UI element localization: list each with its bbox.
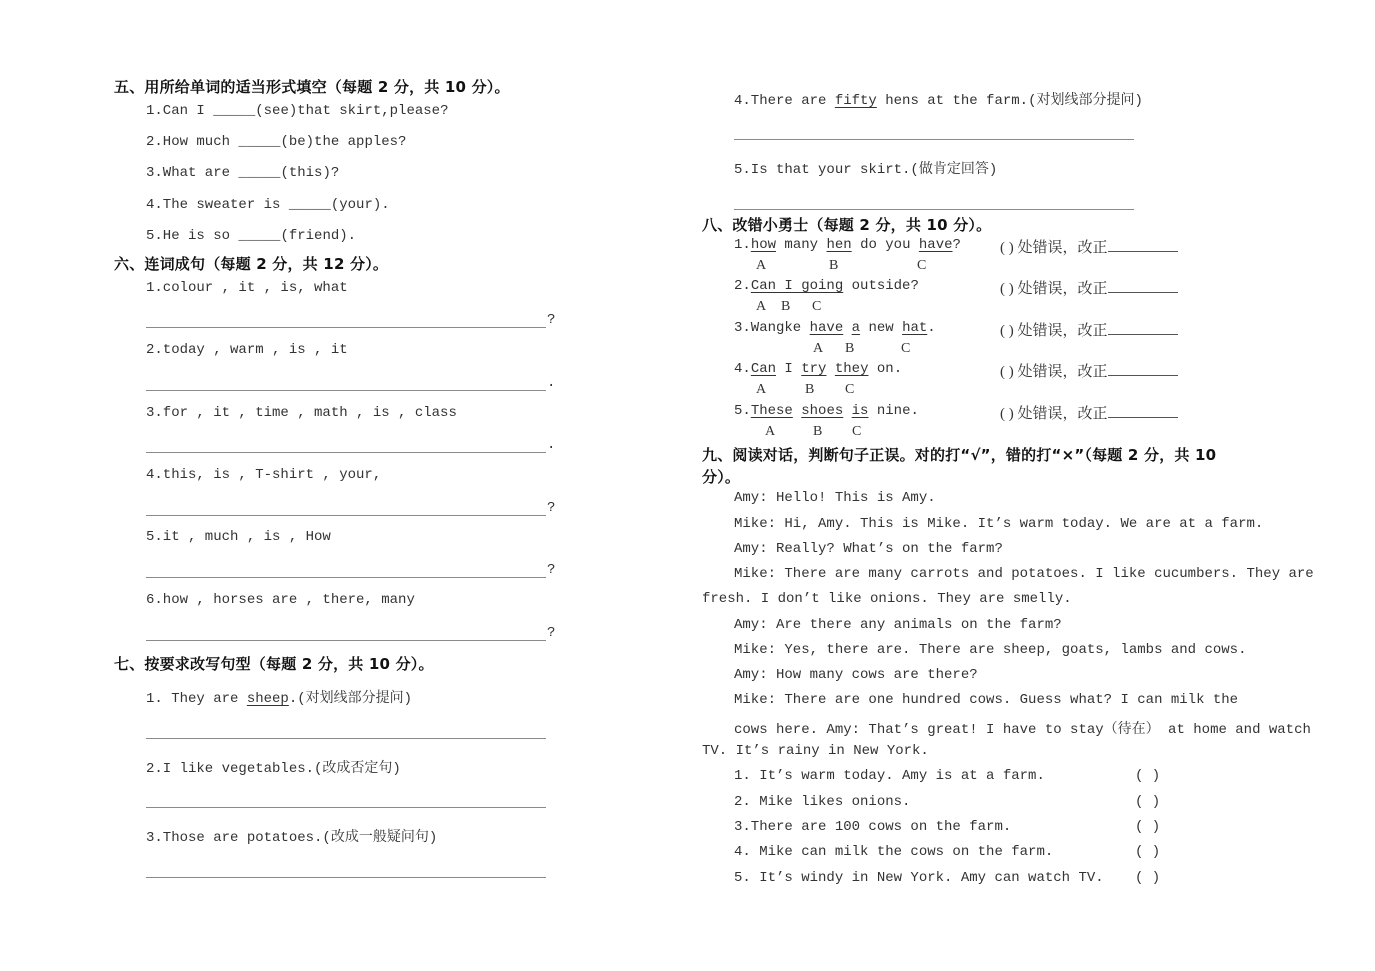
answer-blank[interactable]: _____: [238, 228, 281, 244]
item-instruction: hens at the farm.(对划线部分提问): [876, 93, 1143, 109]
option-letter: A: [756, 382, 767, 397]
underlined-part: Can I going: [750, 278, 844, 294]
answer-blank[interactable]: _____: [288, 197, 331, 213]
sentence-text: 4.: [734, 361, 751, 377]
correction-blank[interactable]: [1108, 251, 1178, 252]
option-letter: C: [845, 382, 855, 397]
correction-blank[interactable]: [1108, 292, 1178, 293]
option-letter: B: [781, 299, 791, 314]
item-instruction: .(对划线部分提问): [288, 691, 413, 707]
answer-prompt: [1000, 319, 1178, 340]
option-letter: A: [756, 258, 767, 273]
judgement-statement: 2. Mike likes onions.: [734, 794, 911, 810]
end-punctuation: .: [547, 375, 556, 391]
item-prompt: 3.What are: [146, 165, 239, 181]
option-letter: A: [756, 299, 767, 314]
judgement-bracket[interactable]: ( ): [1135, 768, 1161, 784]
judgement-bracket[interactable]: ( ): [1135, 844, 1161, 860]
item-prompt: 5.He is so: [146, 228, 239, 244]
item-hint: (friend).: [280, 228, 357, 244]
dialogue-line: Mike: Yes, there are. There are sheep, goats, lambs and cows.: [734, 642, 1247, 658]
end-punctuation: ?: [547, 562, 556, 578]
item-hint: (your).: [330, 197, 390, 213]
answer-line[interactable]: [734, 209, 1134, 210]
end-punctuation: ?: [547, 312, 556, 328]
scrambled-words: 4.this, is , T-shirt , your,: [146, 467, 382, 483]
underlined-word: fifty: [834, 93, 877, 109]
answer-prompt: [1000, 236, 1178, 257]
dialogue-line: TV. It’s rainy in New York.: [702, 743, 929, 759]
underlined-part: is: [851, 403, 869, 419]
fill-blank-item: [146, 228, 356, 244]
item-prompt: 1.Can I: [146, 103, 214, 119]
item-prompt: 3.Those are potatoes.(改成一般疑问句): [146, 830, 438, 846]
answer-line[interactable]: [734, 139, 1134, 140]
underlined-word: sheep: [246, 691, 289, 707]
correction-blank[interactable]: [1108, 375, 1178, 376]
answer-line[interactable]: [146, 807, 546, 808]
judgement-bracket[interactable]: ( ): [1135, 870, 1161, 886]
underlined-part: These: [750, 403, 793, 419]
underlined-part: they: [834, 361, 869, 377]
sentence-text: 2.: [734, 278, 751, 294]
sentence-text: .: [927, 320, 936, 336]
answer-line[interactable]: [146, 515, 546, 516]
rewrite-item: [734, 89, 1143, 109]
underlined-part: shoes: [801, 403, 844, 419]
sentence-text: [843, 403, 851, 419]
scrambled-words: 6.how , horses are , there, many: [146, 592, 415, 608]
answer-line[interactable]: [146, 877, 546, 878]
item-prompt: 1. They are: [146, 691, 247, 707]
answer-line[interactable]: [146, 452, 546, 453]
fill-blank-item: [146, 103, 448, 119]
section-7-title: 七、按要求改写句型（每题 2 分，共 10 分）。: [114, 655, 434, 673]
item-prompt: 2.I like vegetables.(改成否定句): [146, 761, 401, 777]
dialogue-line: Mike: Hi, Amy. This is Mike. It’s warm today. We are at a farm.: [734, 516, 1264, 532]
option-letter: B: [829, 258, 839, 273]
rewrite-item: [146, 687, 412, 707]
sentence-text: many: [776, 237, 827, 253]
answer-line[interactable]: [146, 577, 546, 578]
scrambled-words: 2.today , warm , is , it: [146, 342, 348, 358]
sentence-text: on.: [868, 361, 903, 377]
sentence-text: ?: [952, 237, 961, 253]
answer-prompt: [1000, 360, 1178, 381]
fill-blank-item: [146, 197, 390, 213]
option-letter: A: [765, 424, 776, 439]
underlined-part: a: [851, 320, 861, 336]
fill-blank-item: [146, 165, 339, 181]
underlined-part: hen: [826, 237, 852, 253]
section-9-title-line-1: 九、阅读对话，判断句子正误。对的打“√”，错的打“×”（每题 2 分，共 10: [702, 446, 1217, 464]
underlined-part: Can: [750, 361, 777, 377]
answer-prompt: [1000, 277, 1178, 298]
fill-blank-item: [146, 134, 406, 150]
end-punctuation: .: [547, 437, 556, 453]
dialogue-line: Amy: Hello! This is Amy.: [734, 490, 936, 506]
rewrite-item: [146, 826, 437, 846]
scrambled-words: 5.it , much , is , How: [146, 529, 331, 545]
error-sentence: [734, 361, 902, 377]
error-sentence: [734, 320, 936, 336]
correction-blank[interactable]: [1108, 417, 1178, 418]
option-letter: C: [812, 299, 822, 314]
dialogue-line: Amy: Really? What’s on the farm?: [734, 541, 1003, 557]
item-prompt: 5.Is that your skirt.(做肯定回答): [734, 162, 998, 178]
sentence-text: [793, 403, 801, 419]
sentence-text: [826, 361, 834, 377]
dialogue-line: Mike: There are many carrots and potatoes. I like cucumbers. They are: [734, 566, 1314, 582]
answer-line[interactable]: [146, 327, 546, 328]
judgement-statement: 1. It’s warm today. Amy is at a farm.: [734, 768, 1045, 784]
option-letter: C: [852, 424, 862, 439]
sentence-text: I: [776, 361, 802, 377]
underlined-part: try: [801, 361, 827, 377]
judgement-statement: 3.There are 100 cows on the farm.: [734, 819, 1012, 835]
correction-blank[interactable]: [1108, 334, 1178, 335]
scrambled-words: 1.colour , it , is, what: [146, 280, 348, 296]
option-letter: C: [901, 341, 911, 356]
judgement-statement: 4. Mike can milk the cows on the farm.: [734, 844, 1054, 860]
error-sentence: [734, 237, 961, 253]
item-hint: (see)that skirt,please?: [255, 103, 449, 119]
underlined-part: have: [809, 320, 844, 336]
dialogue-line: Mike: There are one hundred cows. Guess what? I can milk the: [734, 692, 1239, 708]
answer-line[interactable]: [146, 390, 546, 391]
option-letter: B: [805, 382, 815, 397]
underlined-part: how: [750, 237, 777, 253]
answer-blank[interactable]: _____: [213, 103, 256, 119]
item-hint: (be)the apples?: [280, 134, 407, 150]
error-sentence: [734, 278, 919, 294]
section-5-title: 五、用所给单词的适当形式填空（每题 2 分，共 10 分）。: [114, 78, 510, 96]
judgement-statement: 5. It’s windy in New York. Amy can watch TV.: [734, 870, 1104, 886]
sentence-text: nine.: [868, 403, 919, 419]
option-letter: C: [917, 258, 927, 273]
dialogue-line: fresh. I don’t like onions. They are smelly.: [702, 591, 1072, 607]
sentence-text: 3.Wangke: [734, 320, 810, 336]
item-prompt: 4.The sweater is: [146, 197, 289, 213]
rewrite-item: [146, 757, 401, 777]
answer-label: ( ) 处错误，改正: [1000, 281, 1108, 297]
scrambled-words: 3.for , it , time , math , is , class: [146, 405, 457, 421]
item-hint: (this)?: [280, 165, 340, 181]
end-punctuation: ?: [547, 500, 556, 516]
answer-blank[interactable]: _____: [238, 165, 281, 181]
answer-label: ( ) 处错误，改正: [1000, 364, 1108, 380]
section-8-title: 八、改错小勇士（每题 2 分，共 10 分）。: [702, 216, 992, 234]
sentence-text: 1.: [734, 237, 751, 253]
section-6-title: 六、连词成句（每题 2 分，共 12 分）。: [114, 255, 389, 273]
item-prompt: 4.There are: [734, 93, 835, 109]
answer-line[interactable]: [146, 640, 546, 641]
judgement-bracket[interactable]: ( ): [1135, 794, 1161, 810]
answer-label: ( ) 处错误，改正: [1000, 406, 1108, 422]
answer-blank[interactable]: _____: [238, 134, 281, 150]
judgement-bracket[interactable]: ( ): [1135, 819, 1161, 835]
underlined-part: have: [918, 237, 953, 253]
option-letter: B: [845, 341, 855, 356]
rewrite-item: [734, 158, 997, 178]
option-letter: B: [813, 424, 823, 439]
option-letter: A: [813, 341, 824, 356]
sentence-text: new: [860, 320, 903, 336]
section-9-title-line-2: 分）。: [702, 468, 741, 486]
error-sentence: [734, 403, 919, 419]
sentence-text: do you: [851, 237, 919, 253]
dialogue-line: cows here. Amy: That’s great! I have to stay（待在） at home and watch: [734, 722, 1311, 738]
sentence-text: [843, 320, 851, 336]
underlined-part: hat: [902, 320, 928, 336]
sentence-text: outside?: [843, 278, 919, 294]
dialogue-line: Amy: Are there any animals on the farm?: [734, 617, 1062, 633]
item-prompt: 2.How much: [146, 134, 239, 150]
answer-prompt: [1000, 402, 1178, 423]
answer-label: ( ) 处错误，改正: [1000, 323, 1108, 339]
sentence-text: 5.: [734, 403, 751, 419]
end-punctuation: ?: [547, 625, 556, 641]
answer-line[interactable]: [146, 738, 546, 739]
dialogue-line: Amy: How many cows are there?: [734, 667, 978, 683]
answer-label: ( ) 处错误，改正: [1000, 240, 1108, 256]
